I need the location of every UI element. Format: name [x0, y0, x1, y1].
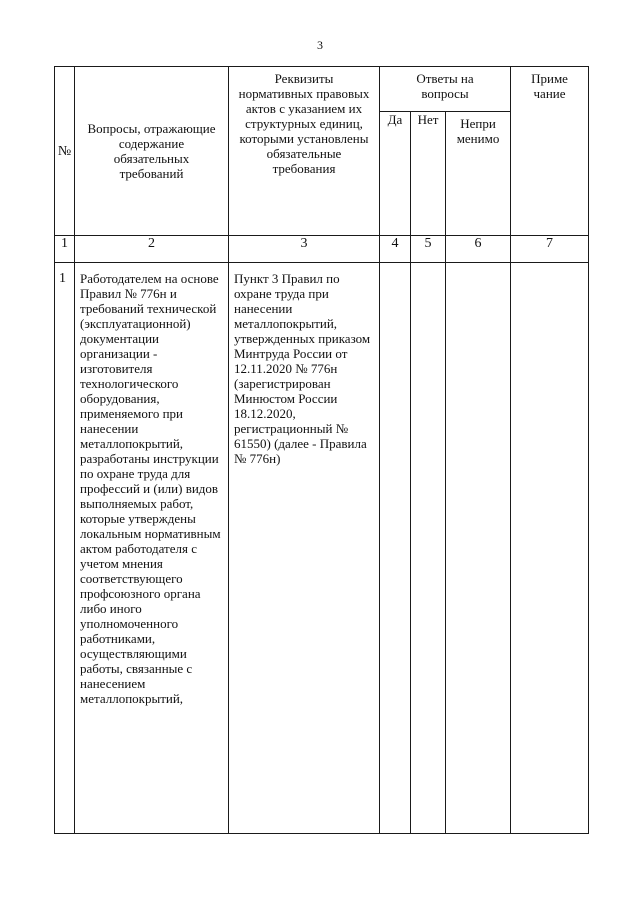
table-row — [55, 263, 589, 834]
column-number: 6 — [446, 236, 511, 263]
row-answer-not-applicable — [446, 263, 511, 834]
column-number: 5 — [411, 236, 446, 263]
column-number: 4 — [380, 236, 411, 263]
column-number: 1 — [55, 236, 75, 263]
header-yes: Да — [380, 112, 411, 236]
page-number: 3 — [317, 38, 323, 52]
row-note — [511, 263, 589, 834]
row-requisite: Пункт 3 Правил по охране труда при нанесении металлопокрытий, утвержденных приказом Минтруда России от 12.11.2020 № 776н (зарегистрирован Минюстом России 18.12.2020, регистрационный № 61550) (далее - Правила № 776н) — [229, 263, 380, 834]
column-number: 2 — [75, 236, 229, 263]
requirements-table — [54, 66, 589, 834]
header-note: Приме чание — [511, 67, 589, 236]
header-number: № — [55, 67, 75, 236]
header-questions: Вопросы, отражающие содержание обязательных требований — [75, 67, 229, 236]
header-row-top — [55, 67, 589, 112]
header-requisites: Реквизиты нормативных правовых актов с указанием их структурных единиц, которыми установлены обязательные требования — [229, 67, 380, 236]
row-question: Работодателем на основе Правил № 776н и требований технической (эксплуатационной) документации организации - изготовителя технологического оборудования, применяемого при нанесении металлопокрытий, разработаны инструкции по охране труда для профессий и (или) видов выполняемых работ, которые утверждены локальным нормативным актом работодателя с учетом мнения соответствующего профсоюзного органа либо иного уполномоченного работниками, осуществляющими работы, связанные с нанесением металлопокрытий, — [75, 263, 229, 834]
row-index: 1 — [55, 263, 75, 834]
column-number: 7 — [511, 236, 589, 263]
row-answer-yes — [380, 263, 411, 834]
header-no: Нет — [411, 112, 446, 236]
header-not-applicable: Непри менимо — [446, 112, 511, 236]
header-answers: Ответы на вопросы — [380, 67, 511, 112]
column-number-row — [55, 236, 589, 263]
column-number: 3 — [229, 236, 380, 263]
row-answer-no — [411, 263, 446, 834]
